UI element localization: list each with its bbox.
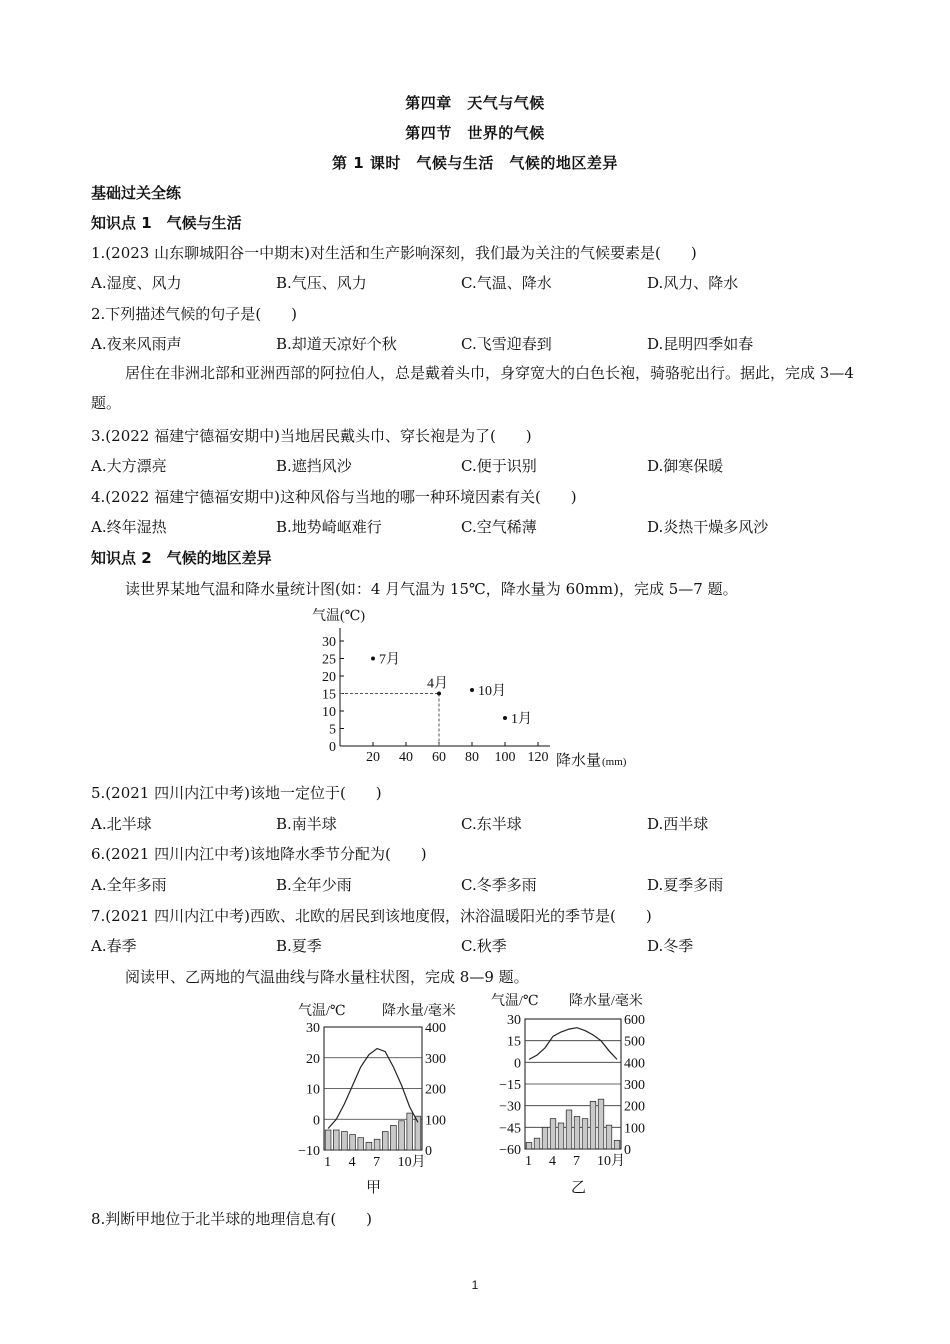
- question-1-options: [91, 272, 871, 292]
- option-d: D.御寒保暖: [647, 457, 724, 475]
- chart1-point: [371, 657, 375, 661]
- c3-right-tick: 0: [624, 1143, 631, 1158]
- c2-xtick: 4: [348, 1155, 356, 1170]
- chart1-ytick-label: 15: [322, 687, 336, 703]
- c2-left-tick: 20: [306, 1051, 320, 1067]
- option-a: A.北半球: [91, 815, 152, 833]
- c2-xtick: 7: [373, 1155, 381, 1170]
- chart2-caption: 甲: [366, 1180, 382, 1196]
- lesson-title: 第 1 课时 气候与生活 气候的地区差异: [332, 154, 618, 172]
- c2-right-tick: 300: [425, 1051, 446, 1067]
- chart1-point-label: 4月: [427, 676, 448, 692]
- c3-xtick: 7: [573, 1154, 580, 1169]
- c2-precip-bar: [342, 1132, 348, 1150]
- c3-xtick: 1: [525, 1154, 532, 1169]
- c3-precip-bar: [614, 1140, 620, 1149]
- question-4-options: [91, 516, 871, 536]
- chart1-xtick-label: 60: [432, 750, 446, 765]
- c2-left-tick: −10: [298, 1144, 320, 1159]
- question-7: 7.(2021 四川内江中考)西欧、北欧的居民到该地度假，沐浴温暖阳光的季节是( ): [91, 907, 652, 925]
- chapter-title: 第四章 天气与气候: [405, 94, 545, 112]
- c3-precip-bar: [542, 1127, 548, 1149]
- option-c: C.飞雪迎春到: [461, 335, 552, 353]
- option-d: D.冬季: [647, 937, 694, 955]
- option-c: C.便于识别: [461, 457, 537, 475]
- c3-left-tick: 15: [507, 1034, 521, 1050]
- option-a: A.春季: [91, 937, 137, 955]
- option-c: C.秋季: [461, 937, 507, 955]
- question-6: 6.(2021 四川内江中考)该地降水季节分配为( ): [91, 845, 427, 863]
- page-number: 1: [471, 1278, 479, 1292]
- c3-right-tick: 500: [624, 1034, 645, 1050]
- chart1-point-label: 1月: [511, 712, 532, 727]
- chart1-ytick-label: 10: [322, 705, 336, 720]
- question-3-options: [91, 455, 871, 475]
- c3-left-tick: −45: [499, 1121, 521, 1137]
- c2-right-tick: 100: [425, 1113, 446, 1129]
- c3-precip-bar: [582, 1119, 588, 1149]
- c2-precip-bar: [333, 1130, 339, 1150]
- chart3-ylabel-left: 气温/℃: [491, 994, 539, 1009]
- option-b: B.地势崎岖难行: [276, 518, 382, 536]
- chart1-ytick-label: 30: [322, 635, 336, 650]
- option-a: A.湿度、风力: [91, 274, 182, 292]
- chart1-xtick-label: 120: [527, 750, 549, 765]
- chart1-xtick-label: 40: [399, 750, 413, 765]
- question-4: 4.(2022 福建宁德福安期中)这种风俗与当地的哪一种环境因素有关( ): [91, 488, 577, 506]
- c2-xtick: 10月: [397, 1155, 426, 1170]
- question-2-options: [91, 333, 871, 353]
- section-title: 第四节 世界的气候: [405, 124, 545, 142]
- chart1-ytick-label: 20: [322, 670, 336, 685]
- c3-left-tick: 30: [507, 1013, 521, 1028]
- climate-chart-yi: [485, 987, 665, 1202]
- intro-5-7: 读世界某地气温和降水量统计图(如：4 月气温为 15℃，降水量为 60mm)，完成 5—7 题。: [125, 580, 738, 598]
- c3-precip-bar: [534, 1138, 540, 1149]
- c2-right-tick: 0: [425, 1144, 432, 1159]
- question-5: 5.(2021 四川内江中考)该地一定位于( ): [91, 784, 382, 802]
- c2-left-tick: 30: [306, 1021, 320, 1036]
- c2-precip-bar: [358, 1138, 364, 1150]
- question-2: 2.下列描述气候的句子是( ): [91, 305, 298, 323]
- chart1-ylabel: 气温(℃): [312, 609, 365, 624]
- chart1-xtick-label: 20: [366, 750, 380, 765]
- c3-right-tick: 200: [624, 1099, 645, 1115]
- c2-precip-bar: [350, 1135, 356, 1150]
- chart1-ytick-label: 25: [322, 652, 336, 668]
- option-c: C.空气稀薄: [461, 518, 537, 536]
- option-d: D.昆明四季如春: [647, 335, 754, 353]
- option-b: B.遮挡风沙: [276, 457, 352, 475]
- c2-precip-bar: [407, 1113, 413, 1150]
- climate-chart-jia: [290, 995, 480, 1200]
- c3-xtick: 10月: [597, 1154, 625, 1169]
- c2-right-tick: 400: [425, 1021, 446, 1036]
- chart1-point: [470, 688, 474, 692]
- knowledge-point-1: 知识点 1 气候与生活: [91, 214, 242, 232]
- question-5-options: [91, 813, 871, 833]
- question-3: 3.(2022 福建宁德福安期中)当地居民戴头巾、穿长袍是为了( ): [91, 427, 532, 445]
- c3-precip-bar: [574, 1117, 580, 1150]
- option-c: C.气温、降水: [461, 274, 552, 292]
- c3-left-tick: −30: [499, 1099, 521, 1115]
- option-b: B.夏季: [276, 937, 322, 955]
- option-a: A.终年湿热: [91, 518, 167, 536]
- scatter-chart: [300, 600, 660, 775]
- c3-precip-bar: [598, 1099, 604, 1149]
- question-6-options: [91, 874, 871, 894]
- chart1-ytick-label: 5: [329, 722, 336, 738]
- chart1-point-label: 10月: [478, 684, 506, 699]
- question-7-options: [91, 935, 871, 955]
- c3-precip-bar: [526, 1143, 532, 1150]
- c3-left-tick: −15: [499, 1078, 521, 1093]
- option-c: C.冬季多雨: [461, 876, 537, 894]
- option-a: A.夜来风雨声: [91, 335, 182, 353]
- option-a: A.全年多雨: [91, 876, 167, 894]
- c3-right-tick: 400: [624, 1056, 645, 1072]
- c2-precip-bar: [366, 1142, 372, 1150]
- chart1-point: [503, 716, 507, 720]
- c3-precip-bar: [606, 1125, 612, 1149]
- option-d: D.风力、降水: [647, 274, 739, 292]
- chart2-ylabel-left: 气温/℃: [298, 1004, 346, 1019]
- option-d: D.西半球: [647, 815, 709, 833]
- c2-left-tick: 10: [306, 1082, 320, 1098]
- option-b: B.南半球: [276, 815, 337, 833]
- intro-3-4: 居住在非洲北部和亚洲西部的阿拉伯人，总是戴着头巾，身穿宽大的白色长袍，骑骆驼出行。据此，完成 3—4 题。: [91, 364, 854, 412]
- c3-precip-bar: [566, 1110, 572, 1149]
- chart1-point-label: 7月: [379, 652, 400, 668]
- c2-precip-bar: [391, 1125, 397, 1150]
- knowledge-point-2: 知识点 2 气候的地区差异: [91, 549, 272, 567]
- chart1-xunit: (mm): [602, 756, 627, 768]
- option-c: C.东半球: [461, 815, 522, 833]
- c3-right-tick: 600: [624, 1013, 645, 1028]
- chart1-ytick-label: 0: [329, 740, 336, 755]
- chart1-xlabel: 降水量: [556, 753, 602, 769]
- option-b: B.全年少雨: [276, 876, 352, 894]
- chart3-ylabel-right: 降水量/毫米: [569, 994, 643, 1009]
- chart3-caption: 乙: [571, 1180, 587, 1196]
- chart3-temperature-line: [529, 1028, 617, 1060]
- question-8: 8.判断甲地位于北半球的地理信息有( ): [91, 1210, 373, 1228]
- c2-precip-bar: [382, 1132, 388, 1150]
- c3-right-tick: 300: [624, 1078, 645, 1093]
- option-b: B.气压、风力: [276, 274, 367, 292]
- c2-right-tick: 200: [425, 1082, 446, 1098]
- c3-xtick: 4: [549, 1154, 556, 1169]
- c3-right-tick: 100: [624, 1121, 645, 1137]
- c2-precip-bar: [399, 1121, 405, 1150]
- option-d: D.炎热干燥多风沙: [647, 518, 769, 536]
- c2-left-tick: 0: [313, 1113, 320, 1129]
- option-a: A.大方漂亮: [91, 457, 167, 475]
- basic-heading: 基础过关全练: [91, 184, 182, 202]
- chart2-ylabel-right: 降水量/毫米: [382, 1004, 456, 1019]
- c3-precip-bar: [550, 1119, 556, 1149]
- chart1-point: [437, 692, 441, 696]
- c3-left-tick: 0: [514, 1056, 521, 1072]
- option-d: D.夏季多雨: [647, 876, 724, 894]
- intro-8-9: 阅读甲、乙两地的气温曲线与降水量柱状图，完成 8—9 题。: [125, 968, 529, 986]
- option-b: B.却道天凉好个秋: [276, 335, 397, 353]
- c3-left-tick: −60: [499, 1143, 521, 1158]
- c2-precip-bar: [374, 1139, 380, 1150]
- c2-xtick: 1: [324, 1155, 332, 1170]
- chart1-xtick-label: 100: [494, 750, 516, 765]
- c3-precip-bar: [590, 1101, 596, 1149]
- chart1-xtick-label: 80: [465, 750, 479, 765]
- c2-precip-bar: [325, 1130, 331, 1150]
- c3-precip-bar: [558, 1123, 564, 1149]
- question-1: 1.(2023 山东聊城阳谷一中期末)对生活和生产影响深刻，我们最为关注的气候要素是( ): [91, 244, 697, 262]
